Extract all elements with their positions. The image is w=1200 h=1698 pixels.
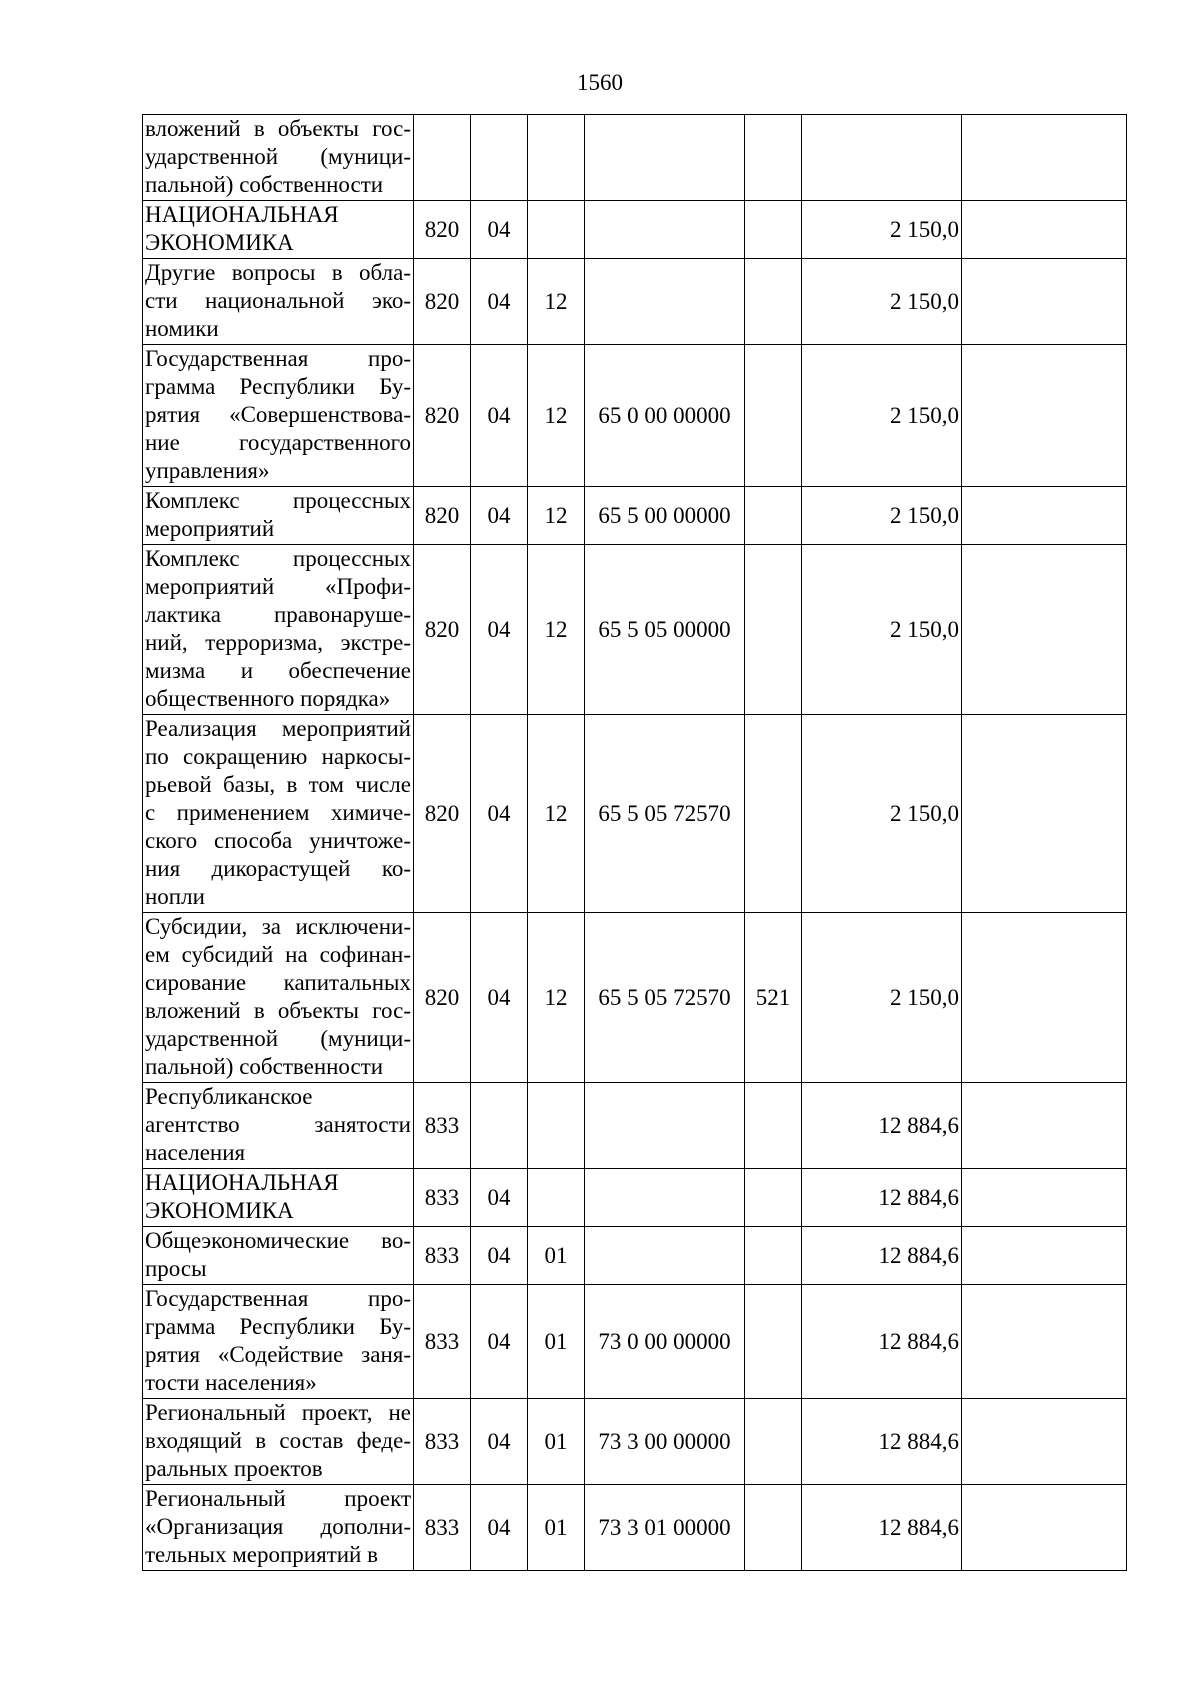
description-line: номики bbox=[145, 316, 219, 341]
amount-cell: 12 884,6 bbox=[802, 1083, 962, 1169]
description-line: рятия «Содействие заня- bbox=[145, 1342, 411, 1367]
description-line: мизма и обеспечение bbox=[145, 658, 411, 683]
description-line: агентство занятости bbox=[145, 1112, 411, 1137]
table-row bbox=[143, 1485, 1127, 1571]
ministry-code-cell: 833 bbox=[414, 1083, 471, 1169]
description-line: грамма Республики Бу- bbox=[145, 1314, 411, 1339]
section-code-cell bbox=[471, 1083, 528, 1169]
ministry-code-cell bbox=[414, 115, 471, 201]
amount-cell: 12 884,6 bbox=[802, 1485, 962, 1571]
row-description bbox=[143, 545, 414, 715]
expense-type-cell bbox=[745, 345, 802, 487]
subsection-code-cell bbox=[528, 115, 585, 201]
extra-cell bbox=[962, 1485, 1127, 1571]
target-article-cell bbox=[585, 1083, 745, 1169]
table-row bbox=[143, 201, 1127, 259]
extra-cell bbox=[962, 201, 1127, 259]
target-article-cell bbox=[585, 1169, 745, 1227]
row-description bbox=[143, 201, 414, 259]
expense-type-cell bbox=[745, 1485, 802, 1571]
budget-table-body bbox=[143, 115, 1127, 1571]
description-line: Государственная про- bbox=[145, 1286, 411, 1311]
target-article-cell: 65 5 05 00000 bbox=[585, 545, 745, 715]
subsection-code-cell: 01 bbox=[528, 1399, 585, 1485]
section-code-cell: 04 bbox=[471, 201, 528, 259]
ministry-code-cell: 820 bbox=[414, 913, 471, 1083]
extra-cell bbox=[962, 1083, 1127, 1169]
description-line: вложений в объекты гос- bbox=[145, 116, 411, 141]
description-line: сирование капитальных bbox=[145, 970, 411, 995]
extra-cell bbox=[962, 1169, 1127, 1227]
amount-cell: 2 150,0 bbox=[802, 345, 962, 487]
description-line: вложений в объекты гос- bbox=[145, 998, 411, 1023]
expense-type-cell bbox=[745, 201, 802, 259]
description-line: тости населения» bbox=[145, 1370, 317, 1395]
subsection-code-cell: 12 bbox=[528, 487, 585, 545]
table-row bbox=[143, 259, 1127, 345]
section-code-cell: 04 bbox=[471, 1485, 528, 1571]
description-line: грамма Республики Бу- bbox=[145, 374, 411, 399]
expense-type-cell bbox=[745, 1169, 802, 1227]
expense-type-cell bbox=[745, 1399, 802, 1485]
expense-type-cell bbox=[745, 115, 802, 201]
description-line: рятия «Совершенствова- bbox=[145, 402, 411, 427]
expense-type-cell bbox=[745, 1227, 802, 1285]
target-article-cell bbox=[585, 115, 745, 201]
description-line: Государственная про- bbox=[145, 346, 411, 371]
ministry-code-cell: 820 bbox=[414, 487, 471, 545]
extra-cell bbox=[962, 913, 1127, 1083]
description-line: «Организация дополни- bbox=[145, 1514, 411, 1539]
extra-cell bbox=[962, 1285, 1127, 1399]
description-line: мероприятий bbox=[145, 516, 275, 541]
row-description bbox=[143, 115, 414, 201]
description-line: ем субсидий на софинан- bbox=[145, 942, 411, 967]
extra-cell bbox=[962, 1399, 1127, 1485]
description-line: НАЦИОНАЛЬНАЯ bbox=[145, 1170, 339, 1195]
description-line: ральных проектов bbox=[145, 1456, 323, 1481]
description-line: просы bbox=[145, 1256, 207, 1281]
expense-type-cell bbox=[745, 487, 802, 545]
description-line: Региональный проект, не bbox=[145, 1400, 411, 1425]
extra-cell bbox=[962, 715, 1127, 913]
description-line: Республиканское bbox=[145, 1084, 313, 1109]
description-line: ударственной (муници- bbox=[145, 144, 411, 169]
amount-cell: 2 150,0 bbox=[802, 487, 962, 545]
ministry-code-cell: 820 bbox=[414, 715, 471, 913]
target-article-cell: 73 3 00 00000 bbox=[585, 1399, 745, 1485]
description-line: общественного порядка» bbox=[145, 686, 391, 711]
page-number: 1560 bbox=[577, 70, 623, 95]
table-row bbox=[143, 115, 1127, 201]
section-code-cell: 04 bbox=[471, 345, 528, 487]
row-description bbox=[143, 1083, 414, 1169]
ministry-code-cell: 820 bbox=[414, 201, 471, 259]
subsection-code-cell: 12 bbox=[528, 913, 585, 1083]
description-line: пальной) собственности bbox=[145, 1054, 384, 1079]
description-line: ЭКОНОМИКА bbox=[145, 1198, 294, 1223]
section-code-cell: 04 bbox=[471, 1285, 528, 1399]
subsection-code-cell bbox=[528, 1083, 585, 1169]
target-article-cell: 73 0 00 00000 bbox=[585, 1285, 745, 1399]
amount-cell: 12 884,6 bbox=[802, 1285, 962, 1399]
section-code-cell: 04 bbox=[471, 259, 528, 345]
table-row bbox=[143, 487, 1127, 545]
ministry-code-cell: 833 bbox=[414, 1227, 471, 1285]
amount-cell: 12 884,6 bbox=[802, 1169, 962, 1227]
description-line: Комплекс процессных bbox=[145, 546, 411, 571]
subsection-code-cell: 12 bbox=[528, 259, 585, 345]
description-line: по сокращению наркосы- bbox=[145, 744, 411, 769]
subsection-code-cell: 12 bbox=[528, 545, 585, 715]
amount-cell: 2 150,0 bbox=[802, 913, 962, 1083]
description-line: ского способа уничтоже- bbox=[145, 828, 411, 853]
description-line: мероприятий «Профи- bbox=[145, 574, 411, 599]
table-row bbox=[143, 1169, 1127, 1227]
target-article-cell bbox=[585, 259, 745, 345]
subsection-code-cell bbox=[528, 201, 585, 259]
target-article-cell: 65 5 05 72570 bbox=[585, 913, 745, 1083]
expense-type-cell bbox=[745, 1083, 802, 1169]
expense-type-cell bbox=[745, 545, 802, 715]
section-code-cell: 04 bbox=[471, 1227, 528, 1285]
expense-type-cell: 521 bbox=[745, 913, 802, 1083]
section-code-cell: 04 bbox=[471, 487, 528, 545]
subsection-code-cell bbox=[528, 1169, 585, 1227]
description-line: Региональный проект bbox=[145, 1486, 411, 1511]
target-article-cell: 65 5 00 00000 bbox=[585, 487, 745, 545]
description-line: нопли bbox=[145, 884, 205, 909]
target-article-cell: 65 5 05 72570 bbox=[585, 715, 745, 913]
description-line: входящий в состав феде- bbox=[145, 1428, 411, 1453]
extra-cell bbox=[962, 259, 1127, 345]
description-line: Субсидии, за исключени- bbox=[145, 914, 411, 939]
subsection-code-cell: 01 bbox=[528, 1227, 585, 1285]
row-description bbox=[143, 487, 414, 545]
description-line: тельных мероприятий в bbox=[145, 1542, 378, 1567]
description-line: Реализация мероприятий bbox=[145, 716, 411, 741]
extra-cell bbox=[962, 545, 1127, 715]
row-description bbox=[143, 259, 414, 345]
table-row bbox=[143, 345, 1127, 487]
row-description bbox=[143, 913, 414, 1083]
amount-cell bbox=[802, 115, 962, 201]
description-line: ударственной (муници- bbox=[145, 1026, 411, 1051]
subsection-code-cell: 01 bbox=[528, 1485, 585, 1571]
description-line: Комплекс процессных bbox=[145, 488, 411, 513]
description-line: ЭКОНОМИКА bbox=[145, 230, 294, 255]
description-line: ния дикорастущей ко- bbox=[145, 856, 411, 881]
row-description bbox=[143, 1285, 414, 1399]
description-line: сти национальной эко- bbox=[145, 288, 411, 313]
description-line: населения bbox=[145, 1140, 246, 1165]
extra-cell bbox=[962, 115, 1127, 201]
section-code-cell: 04 bbox=[471, 545, 528, 715]
expense-type-cell bbox=[745, 1285, 802, 1399]
extra-cell bbox=[962, 345, 1127, 487]
description-line: лактика правонаруше- bbox=[145, 602, 411, 627]
target-article-cell bbox=[585, 1227, 745, 1285]
ministry-code-cell: 833 bbox=[414, 1485, 471, 1571]
budget-table bbox=[142, 114, 1127, 1571]
table-row bbox=[143, 1399, 1127, 1485]
description-line: НАЦИОНАЛЬНАЯ bbox=[145, 202, 339, 227]
amount-cell: 2 150,0 bbox=[802, 201, 962, 259]
row-description bbox=[143, 1227, 414, 1285]
row-description bbox=[143, 345, 414, 487]
table-row bbox=[143, 1227, 1127, 1285]
description-line: ние государственного bbox=[145, 430, 411, 455]
section-code-cell: 04 bbox=[471, 1169, 528, 1227]
expense-type-cell bbox=[745, 715, 802, 913]
section-code-cell: 04 bbox=[471, 715, 528, 913]
extra-cell bbox=[962, 1227, 1127, 1285]
ministry-code-cell: 833 bbox=[414, 1399, 471, 1485]
row-description bbox=[143, 1399, 414, 1485]
row-description bbox=[143, 715, 414, 913]
ministry-code-cell: 820 bbox=[414, 545, 471, 715]
description-line: Другие вопросы в обла- bbox=[145, 260, 411, 285]
section-code-cell bbox=[471, 115, 528, 201]
description-line: ний, терроризма, экстре- bbox=[145, 630, 411, 655]
row-description bbox=[143, 1169, 414, 1227]
table-row bbox=[143, 715, 1127, 913]
row-description bbox=[143, 1485, 414, 1571]
ministry-code-cell: 833 bbox=[414, 1285, 471, 1399]
subsection-code-cell: 12 bbox=[528, 715, 585, 913]
section-code-cell: 04 bbox=[471, 913, 528, 1083]
amount-cell: 2 150,0 bbox=[802, 545, 962, 715]
target-article-cell: 65 0 00 00000 bbox=[585, 345, 745, 487]
subsection-code-cell: 01 bbox=[528, 1285, 585, 1399]
table-row bbox=[143, 1285, 1127, 1399]
description-line: с применением химиче- bbox=[145, 800, 411, 825]
expense-type-cell bbox=[745, 259, 802, 345]
amount-cell: 2 150,0 bbox=[802, 715, 962, 913]
subsection-code-cell: 12 bbox=[528, 345, 585, 487]
section-code-cell: 04 bbox=[471, 1399, 528, 1485]
description-line: Общеэкономические во- bbox=[145, 1228, 411, 1253]
description-line: рьевой базы, в том числе bbox=[145, 772, 411, 797]
description-line: управления» bbox=[145, 458, 270, 483]
table-row bbox=[143, 913, 1127, 1083]
target-article-cell: 73 3 01 00000 bbox=[585, 1485, 745, 1571]
table-row bbox=[143, 1083, 1127, 1169]
ministry-code-cell: 833 bbox=[414, 1169, 471, 1227]
description-line: пальной) собственности bbox=[145, 172, 384, 197]
amount-cell: 12 884,6 bbox=[802, 1399, 962, 1485]
ministry-code-cell: 820 bbox=[414, 345, 471, 487]
table-row bbox=[143, 545, 1127, 715]
amount-cell: 2 150,0 bbox=[802, 259, 962, 345]
target-article-cell bbox=[585, 201, 745, 259]
extra-cell bbox=[962, 487, 1127, 545]
ministry-code-cell: 820 bbox=[414, 259, 471, 345]
amount-cell: 12 884,6 bbox=[802, 1227, 962, 1285]
